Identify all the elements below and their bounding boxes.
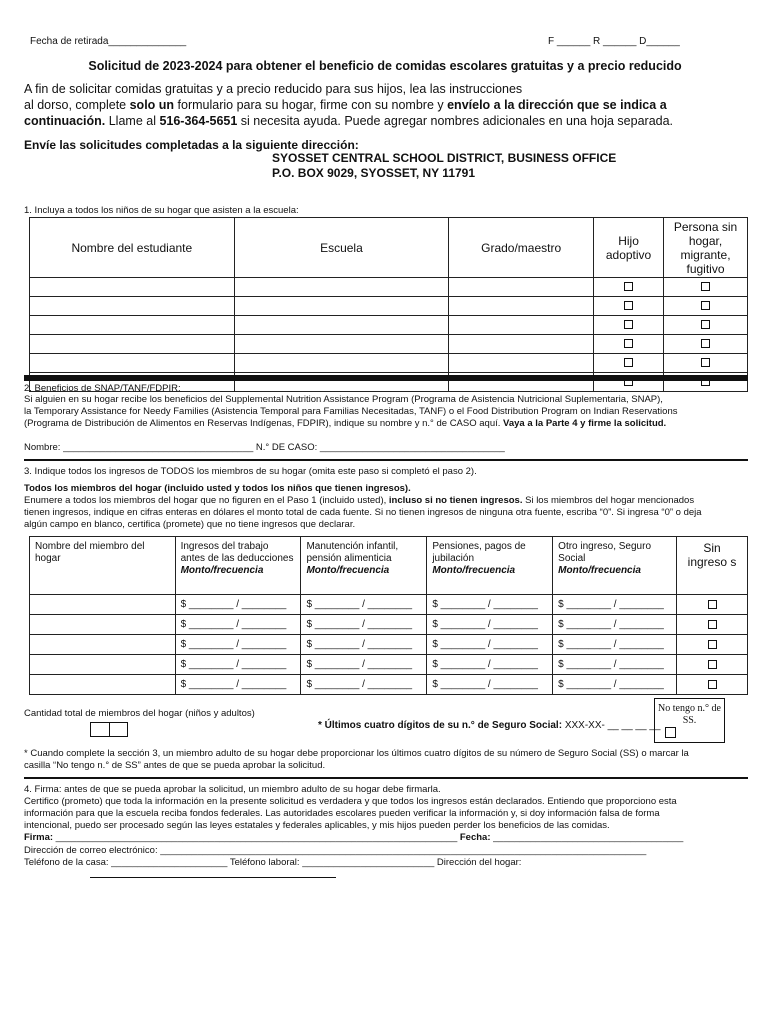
income-row	[30, 615, 748, 635]
foster-checkbox[interactable]	[624, 320, 633, 329]
no-income-checkbox[interactable]	[708, 600, 717, 609]
income-row	[30, 595, 748, 615]
intro-line-2: al dorso, complete solo un formulario para su hogar, firme con su nombre y envíelo a la dirección que se indica a	[24, 98, 667, 112]
pension-cell[interactable]: $ ________ / ________	[427, 655, 553, 675]
no-income-cell	[677, 675, 748, 695]
student-name-cell[interactable]	[30, 354, 235, 373]
email-field[interactable]: Dirección de correo electrónico: ____________________________________________________________________________________________	[24, 845, 647, 856]
col-household-member: Nombre del miembro del hogar	[30, 537, 176, 595]
student-row	[30, 278, 748, 297]
child-support-cell[interactable]: $ ________ / ________	[301, 635, 427, 655]
section-divider	[24, 777, 748, 779]
homeless-cell	[664, 354, 748, 373]
income-row	[30, 635, 748, 655]
income-row	[30, 675, 748, 695]
phone-address-field[interactable]: Teléfono de la casa: ______________________ Teléfono laboral: _________________________ Dirección del hogar:	[24, 857, 522, 868]
no-ssn-label: No tengo n.° de SS.	[658, 703, 721, 726]
snap-name-case-field[interactable]: Nombre: ____________________________________ N.° DE CASO: ___________________________________	[24, 442, 505, 453]
student-row	[30, 354, 748, 373]
member-name-cell[interactable]	[30, 595, 176, 615]
col-school: Escuela	[234, 218, 449, 278]
foster-cell	[594, 335, 664, 354]
section-2-title: 2. Beneficios de SNAP/TANF/FDPIR:	[24, 383, 181, 394]
other-income-cell[interactable]: $ ________ / ________	[553, 615, 677, 635]
school-cell[interactable]	[234, 297, 449, 316]
no-income-checkbox[interactable]	[708, 680, 717, 689]
withdrawal-date-field[interactable]: Fecha de retirada______________	[30, 36, 187, 47]
section-divider	[24, 375, 748, 381]
child-support-cell[interactable]: $ ________ / ________	[301, 595, 427, 615]
students-table	[29, 217, 748, 392]
col-pensions: Pensiones, pagos de jubilación Monto/frecuencia	[427, 537, 553, 595]
income-table	[29, 536, 748, 695]
section-1-label: 1. Incluya a todos los niños de su hogar que asisten a la escuela:	[24, 205, 299, 216]
help-phone-number: 516-364-5651	[159, 114, 238, 128]
foster-cell	[594, 297, 664, 316]
school-cell[interactable]	[234, 335, 449, 354]
member-name-cell[interactable]	[30, 675, 176, 695]
student-row	[30, 316, 748, 335]
col-no-income: Sin ingreso s	[677, 537, 748, 595]
homeless-cell	[664, 278, 748, 297]
no-income-cell	[677, 655, 748, 675]
col-homeless-migrant-runaway: Persona sin hogar, migrante, fugitivo	[664, 218, 748, 278]
homeless-checkbox[interactable]	[701, 301, 710, 310]
work-income-cell[interactable]: $ ________ / ________	[175, 655, 301, 675]
member-name-cell[interactable]	[30, 635, 176, 655]
grade-cell[interactable]	[449, 297, 594, 316]
school-cell[interactable]	[234, 316, 449, 335]
homeless-cell	[664, 316, 748, 335]
section-4-title: 4. Firma: antes de que se pueda aprobar la solicitud, un miembro adulto de su hogar debe firmarla.	[24, 784, 441, 795]
foster-cell	[594, 354, 664, 373]
grade-cell[interactable]	[449, 278, 594, 297]
section-3-body: Enumere a todos los miembros del hogar que no figuren en el Paso 1 (incluido usted), incluso si no tienen ingresos. Si los miembros del hogar mencionados tienen ingresos, indique en cifras enteras en dólares el monto total de cada fuente. Si no tienen ingresos de ninguna otra fuente, escriba “0”. Si ingresa “0” o deja algún campo en blanco, certifica (promete) que no tiene ingresos que declarar.	[24, 495, 702, 530]
no-ssn-checkbox[interactable]	[665, 727, 676, 738]
no-income-cell	[677, 615, 748, 635]
other-income-cell[interactable]: $ ________ / ________	[553, 675, 677, 695]
work-income-cell[interactable]: $ ________ / ________	[175, 675, 301, 695]
homeless-checkbox[interactable]	[701, 320, 710, 329]
student-name-cell[interactable]	[30, 335, 235, 354]
section-divider	[24, 459, 748, 461]
intro-line-3: continuación. Llame al 516-364-5651 si necesita ayuda. Puede agregar nombres adicionales en una hoja separada.	[24, 114, 674, 128]
member-name-cell[interactable]	[30, 655, 176, 675]
other-income-cell[interactable]: $ ________ / ________	[553, 635, 677, 655]
send-to-label: Envíe las solicitudes completadas a la siguiente dirección:	[24, 138, 359, 152]
child-support-cell[interactable]: $ ________ / ________	[301, 615, 427, 635]
no-ssn-box	[654, 698, 725, 743]
homeless-checkbox[interactable]	[701, 282, 710, 291]
section-2-body: Si alguien en su hogar recibe los beneficios del Supplemental Nutrition Assistance Program (Programa de Asistencia Nutricional Suplementaria, SNAP), la Temporary Assistance for Needy Families (Asistencia Temporal para Familias Necesitadas, TANF) o el Food Distribution Program on Indian Reservations (Programa de Distribución de Alimentos en Reservas Indígenas, FDPIR), indique su nombre y n.° de CASO aquí. Vaya a la Parte 4 y firme la solicitud.	[24, 394, 678, 429]
foster-checkbox[interactable]	[624, 282, 633, 291]
household-total-label: Cantidad total de miembros del hogar (niños y adultos)	[24, 708, 255, 719]
child-support-cell[interactable]: $ ________ / ________	[301, 655, 427, 675]
work-income-cell[interactable]: $ ________ / ________	[175, 595, 301, 615]
other-income-cell[interactable]: $ ________ / ________	[553, 655, 677, 675]
grade-cell[interactable]	[449, 354, 594, 373]
student-name-cell[interactable]	[30, 278, 235, 297]
mailing-address-line-1: SYOSSET CENTRAL SCHOOL DISTRICT, BUSINESS OFFICE	[272, 151, 617, 165]
col-other-income: Otro ingreso, Seguro Social Monto/frecuencia	[553, 537, 677, 595]
school-cell[interactable]	[234, 278, 449, 297]
homeless-cell	[664, 335, 748, 354]
no-income-checkbox[interactable]	[708, 640, 717, 649]
grade-cell[interactable]	[449, 335, 594, 354]
student-name-cell[interactable]	[30, 316, 235, 335]
section-3-title: 3. Indique todos los ingresos de TODOS los miembros de su hogar (omita este paso si completó el paso 2).	[24, 466, 477, 477]
col-grade-teacher: Grado/maestro	[449, 218, 594, 278]
student-row	[30, 335, 748, 354]
homeless-cell	[664, 297, 748, 316]
mailing-address-line-2: P.O. BOX 9029, SYOSSET, NY 11791	[272, 166, 476, 180]
col-foster-child: Hijo adoptivo	[594, 218, 664, 278]
other-income-cell[interactable]: $ ________ / ________	[553, 595, 677, 615]
foster-cell	[594, 278, 664, 297]
student-name-cell[interactable]	[30, 297, 235, 316]
no-income-cell	[677, 635, 748, 655]
child-support-cell[interactable]: $ ________ / ________	[301, 675, 427, 695]
foster-cell	[594, 316, 664, 335]
no-income-checkbox[interactable]	[708, 620, 717, 629]
work-income-cell[interactable]: $ ________ / ________	[175, 615, 301, 635]
pension-cell[interactable]: $ ________ / ________	[427, 635, 553, 655]
income-row	[30, 655, 748, 675]
frd-office-use-field: F ______ R ______ D______	[548, 36, 680, 47]
home-address-continuation-line[interactable]	[90, 877, 336, 878]
homeless-checkbox[interactable]	[701, 339, 710, 348]
foster-checkbox[interactable]	[624, 301, 633, 310]
grade-cell[interactable]	[449, 316, 594, 335]
member-name-cell[interactable]	[30, 615, 176, 635]
col-student-name: Nombre del estudiante	[30, 218, 235, 278]
no-income-checkbox[interactable]	[708, 660, 717, 669]
pension-cell[interactable]: $ ________ / ________	[427, 595, 553, 615]
intro-line-1: A fin de solicitar comidas gratuitas y a precio reducido para sus hijos, lea las instrucciones	[24, 82, 523, 96]
foster-checkbox[interactable]	[624, 358, 633, 367]
household-total-field[interactable]	[90, 722, 128, 737]
section-4-body: Certifico (prometo) que toda la información en la presente solicitud es verdadera y que todos los ingresos están declarados. Entiendo que proporciono esta información para que la escuela reciba fondos federales. Las autoridades escolares pueden verificar la información y, si doy información falsa de forma intencional, puedo ser procesado según las leyes estatales y federales aplicables, y mis hijos pueden perder los beneficios de las comidas.	[24, 796, 677, 831]
foster-checkbox[interactable]	[624, 339, 633, 348]
col-work-income: Ingresos del trabajo antes de las deducciones Monto/frecuencia	[175, 537, 301, 595]
intro-paragraph	[24, 81, 754, 129]
col-child-support: Manutención infantil, pensión alimenticia Monto/frecuencia	[301, 537, 427, 595]
ssn-note: * Cuando complete la sección 3, un miembro adulto de su hogar debe proporcionar los últimos cuatro dígitos de su número de Seguro Social (SS) o marcar la casilla “No tengo n.° de SS” antes de que se pueda aprobar la solicitud.	[24, 748, 689, 771]
signature-date-field[interactable]: Firma: ____________________________________________________________________________ Fecha: ____________________________________	[24, 832, 684, 843]
student-row	[30, 297, 748, 316]
pension-cell[interactable]: $ ________ / ________	[427, 675, 553, 695]
work-income-cell[interactable]: $ ________ / ________	[175, 635, 301, 655]
pension-cell[interactable]: $ ________ / ________	[427, 615, 553, 635]
ssn-field[interactable]: * Últimos cuatro dígitos de su n.° de Seguro Social: XXX-XX- __ __ __ __	[318, 720, 661, 731]
form-title: Solicitud de 2023-2024 para obtener el beneficio de comidas escolares gratuitas y a precio reducido	[88, 59, 682, 73]
no-income-cell	[677, 595, 748, 615]
section-3-subtitle: Todos los miembros del hogar (incluido usted y todos los niños que tienen ingresos).	[24, 483, 411, 494]
school-cell[interactable]	[234, 354, 449, 373]
homeless-checkbox[interactable]	[701, 358, 710, 367]
